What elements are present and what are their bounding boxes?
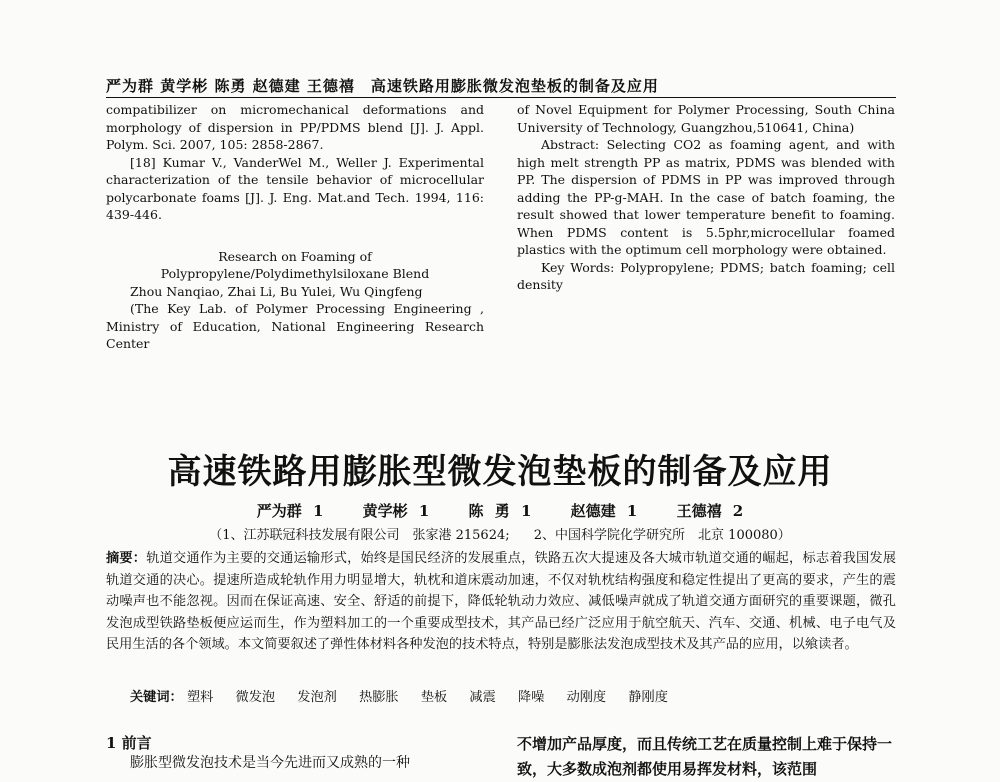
keyword: 垫板 bbox=[420, 690, 448, 705]
author-4: 赵德建 1 bbox=[570, 502, 638, 520]
english-affiliation-continued: of Novel Equipment for Polymer Processing, South China University of Technology, Guangzhou,510641, China) bbox=[517, 102, 895, 135]
keyword: 减震 bbox=[469, 690, 496, 705]
chinese-keywords bbox=[130, 686, 896, 705]
keyword: 降噪 bbox=[517, 690, 545, 705]
english-abstract: Abstract: Selecting CO2 as foaming agent, and with high melt strength PP as matrix, PDMS was blended with PP. The dispersion of PDMS in PP was improved through adding the PP-g-MAH. In the case of batch foaming, the result showed that lower temperature benefit to foaming. When PDMS content is 5.5phr,microcellular foamed plastics with the optimum cell morphology were obtained. bbox=[517, 137, 895, 257]
english-authors: Zhou Nanqiao, Zhai Li, Bu Yulei, Wu Qingfeng bbox=[130, 283, 423, 299]
chinese-abstract bbox=[106, 548, 896, 656]
author-3: 陈 勇 1 bbox=[468, 502, 532, 520]
english-title-line-2: Polypropylene/Polydimethylsiloxane Blend bbox=[160, 266, 430, 281]
keyword: 塑料 bbox=[186, 690, 214, 705]
body-text-right-start: 不增加产品厚度，而且传统工艺在质量控制上难于保持一致，大多数成泡剂都使用易挥发材料，该范围 bbox=[517, 735, 893, 778]
keywords-label: 关键词： bbox=[130, 690, 183, 705]
keyword: 动刚度 bbox=[566, 690, 607, 705]
author-2: 黄学彬 1 bbox=[362, 502, 430, 520]
keyword: 微发泡 bbox=[235, 690, 276, 705]
english-keywords: Key Words: Polypropylene; PDMS; batch foaming; cell density bbox=[517, 259, 895, 292]
reference-17-tail: compatibilizer on micromechanical deformations and morphology of dispersion in PP/PDMS blend [J]. J. Appl. Polym. Sci. 2007, 105: 2858-2867. bbox=[106, 102, 484, 152]
right-column bbox=[517, 101, 895, 294]
keyword: 发泡剂 bbox=[297, 690, 337, 705]
article-title: 高速铁路用膨胀型微发泡垫板的制备及应用 bbox=[167, 452, 833, 492]
affiliations bbox=[0, 524, 1000, 543]
abstract-label: 摘要： bbox=[106, 551, 147, 566]
author-list bbox=[0, 500, 1000, 521]
left-column bbox=[106, 101, 484, 353]
section-heading-introduction: 1 前言 bbox=[106, 734, 152, 752]
author-5: 王德禧 2 bbox=[676, 502, 744, 520]
keyword: 静刚度 bbox=[628, 690, 668, 705]
english-title-line-1: Research on Foaming of bbox=[218, 248, 372, 264]
english-title-block bbox=[106, 248, 484, 353]
running-head: 严为群 黄学彬 陈勇 赵德建 王德禧 高速铁路用膨胀微发泡垫板的制备及应用 bbox=[106, 77, 659, 95]
author-1: 严为群 1 bbox=[256, 502, 324, 520]
reference-18: [18] Kumar V., VanderWel M., Weller J. Experimental characterization of the tensile behavior of microcellular polycarbonate foams [J]. J. Eng. Mat.and Tech. 1994, 116: 439-446. bbox=[106, 154, 484, 222]
keyword: 热膨胀 bbox=[359, 690, 399, 705]
abstract-text: 轨道交通作为主要的交通运输形式，始终是国民经济的发展重点，铁路五次大提速及各大城市轨道交通的崛起，标志着我国发展轨道交通的决心。提速所造成轮轨作用力明显增大，轨枕和道床震动加速，不仅对轨枕结构强度和稳定性提出了更高的要求，产生的震动噪声也不能忽视。因而在保证高速、安全、舒适的前提下，降低轮轨动力效应、减低噪声就成了轨道交通方面研究的重要课题，微孔发泡成型铁路垫板便应运而生，作为塑料加工的一个重要成型技术，其产品已经广泛应用于航空航天、汽车、交通、机械、电子电气及民用生活的各个领域。本文简要叙述了弹性体材料各种发泡的技术特点，特别是膨胀法发泡成型技术及其产品的应用，以飨读者。 bbox=[106, 551, 897, 653]
affiliation-1: （1、江苏联冠科技发展有限公司 张家港 215624; bbox=[209, 528, 510, 543]
header-rule bbox=[106, 97, 896, 98]
affiliation-2: 2、中国科学院化学研究所 北京 100080） bbox=[533, 528, 791, 543]
body-text-left-start: 膨胀型微发泡技术是当今先进而又成熟的一种 bbox=[130, 755, 410, 771]
english-affiliation: (The Key Lab. of Polymer Processing Engineering , Ministry of Education, National Engineering Research Center bbox=[106, 301, 484, 351]
